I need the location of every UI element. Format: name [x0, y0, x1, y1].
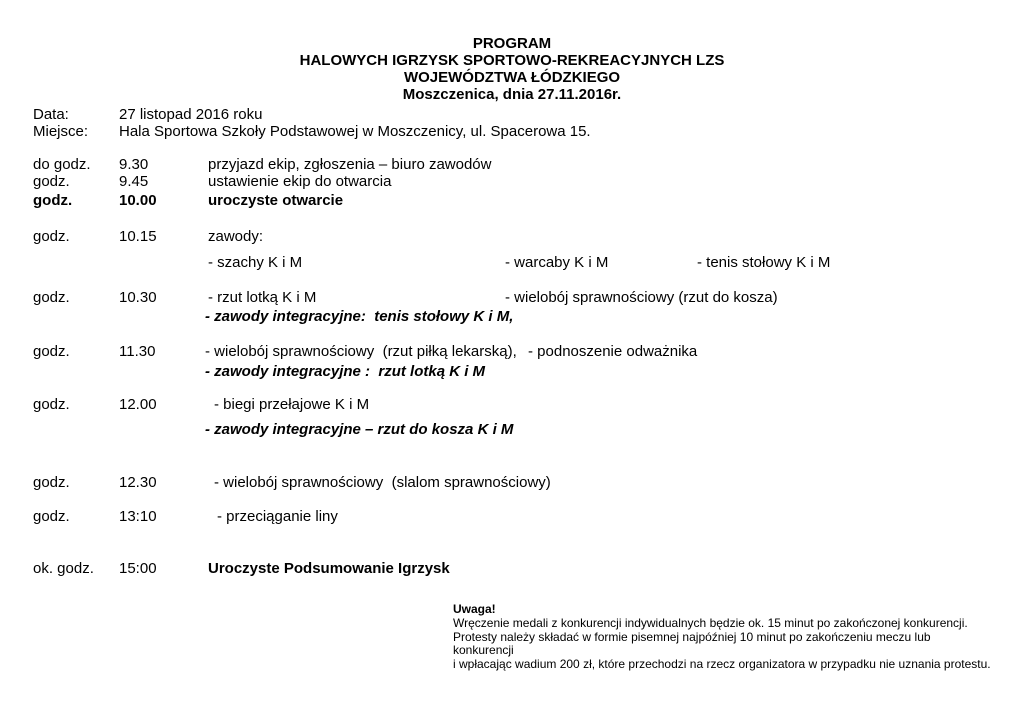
- event-description: - biegi przełajowe K i M: [214, 396, 370, 413]
- time-value: 9.45: [119, 173, 149, 190]
- time-prefix: godz.: [33, 192, 73, 209]
- time-value: 15:00: [119, 560, 157, 577]
- time-value: 11.30: [119, 343, 156, 360]
- time-value: 10.30: [119, 289, 157, 306]
- schedule-row-1500: [0, 560, 1024, 577]
- event-description: przyjazd ekip, zgłoszenia – biuro zawodów: [208, 156, 492, 173]
- note-line: Protesty należy składać w formie pisemnej najpóźniej 10 minut po zakończeniu meczu lub konkurencji: [453, 629, 931, 658]
- event-description: - wielobój sprawnościowy (slalom sprawnościowy): [214, 474, 551, 491]
- time-prefix: godz.: [33, 228, 70, 245]
- header-line-program: PROGRAM: [472, 35, 552, 52]
- date-value: 27 listopad 2016 roku: [119, 106, 263, 123]
- footer-note: [453, 602, 993, 671]
- meta-place-row: [0, 123, 1024, 140]
- time-prefix: do godz.: [33, 156, 91, 173]
- time-prefix: ok. godz.: [33, 560, 94, 577]
- event-description: - rzut lotką K i M: [208, 289, 317, 306]
- meta-date-row: [0, 106, 1024, 123]
- schedule-row-1130-integration: [0, 363, 1024, 380]
- schedule-row-1015-events: [0, 254, 1024, 271]
- time-prefix: godz.: [33, 396, 70, 413]
- schedule-row-1230: [0, 474, 1024, 491]
- note-line: Wręczenie medali z konkurencji indywidualnych będzie ok. 15 minut po zakończonej konkurencji.: [453, 616, 968, 630]
- event-description: - wielobój sprawnościowy (rzut piłką lekarską),: [205, 343, 517, 360]
- time-value: 10.00: [119, 192, 157, 209]
- time-value: 12.00: [119, 396, 157, 413]
- time-prefix: godz.: [33, 343, 70, 360]
- date-label: Data:: [33, 106, 69, 123]
- event-description: - wielobój sprawnościowy (rzut do kosza): [505, 289, 778, 306]
- note-line: i wpłacając wadium 200 zł, które przechodzi na rzecz organizatora w przypadku nie uznania protestu.: [453, 656, 991, 671]
- document-header: [0, 35, 1024, 103]
- place-value: Hala Sportowa Szkoły Podstawowej w Moszczenicy, ul. Spacerowa 15.: [119, 123, 591, 140]
- header-line-event: HALOWYCH IGRZYSK SPORTOWO-REKREACYJNYCH LZS: [299, 52, 725, 69]
- header-line-region: WOJEWÓDZTWA ŁÓDZKIEGO: [403, 69, 621, 86]
- schedule-row-1200: [0, 396, 1024, 413]
- note-title: Uwaga!: [453, 602, 496, 616]
- schedule-row-1200-integration: [0, 421, 1024, 438]
- time-prefix: godz.: [33, 289, 70, 306]
- time-value: 12.30: [119, 474, 157, 491]
- schedule-row-1030: [0, 289, 1024, 306]
- header-line-place-date: Moszczenica, dnia 27.11.2016r.: [402, 86, 622, 103]
- event-description: - warcaby K i M: [505, 254, 609, 271]
- integration-event-description: - zawody integracyjne : rzut lotką K i M: [205, 363, 486, 380]
- schedule-row-1130: [0, 343, 1024, 360]
- event-description: - tenis stołowy K i M: [697, 254, 831, 271]
- event-description: - przeciąganie liny: [217, 508, 338, 525]
- event-description: - podnoszenie odważnika: [528, 343, 698, 360]
- time-value: 10.15: [119, 228, 157, 245]
- event-description: Uroczyste Podsumowanie Igrzysk: [208, 560, 450, 577]
- event-description: zawody:: [208, 228, 264, 245]
- schedule-row-930: [0, 156, 1024, 173]
- schedule-row-1000: [0, 192, 1024, 209]
- integration-event-description: - zawody integracyjne – rzut do kosza K i M: [205, 421, 514, 438]
- schedule-row-945: [0, 173, 1024, 190]
- place-label: Miejsce:: [33, 123, 89, 140]
- schedule-row-1310: [0, 508, 1024, 525]
- event-description: ustawienie ekip do otwarcia: [208, 173, 392, 190]
- time-prefix: godz.: [33, 474, 70, 491]
- schedule-row-1030-integration: [0, 308, 1024, 325]
- event-description: uroczyste otwarcie: [208, 192, 344, 209]
- time-value: 13:10: [119, 508, 157, 525]
- time-prefix: godz.: [33, 173, 70, 190]
- schedule-row-1015: [0, 228, 1024, 245]
- time-prefix: godz.: [33, 508, 70, 525]
- time-value: 9.30: [119, 156, 149, 173]
- event-description: - szachy K i M: [208, 254, 303, 271]
- integration-event-description: - zawody integracyjne: tenis stołowy K i M,: [205, 308, 514, 325]
